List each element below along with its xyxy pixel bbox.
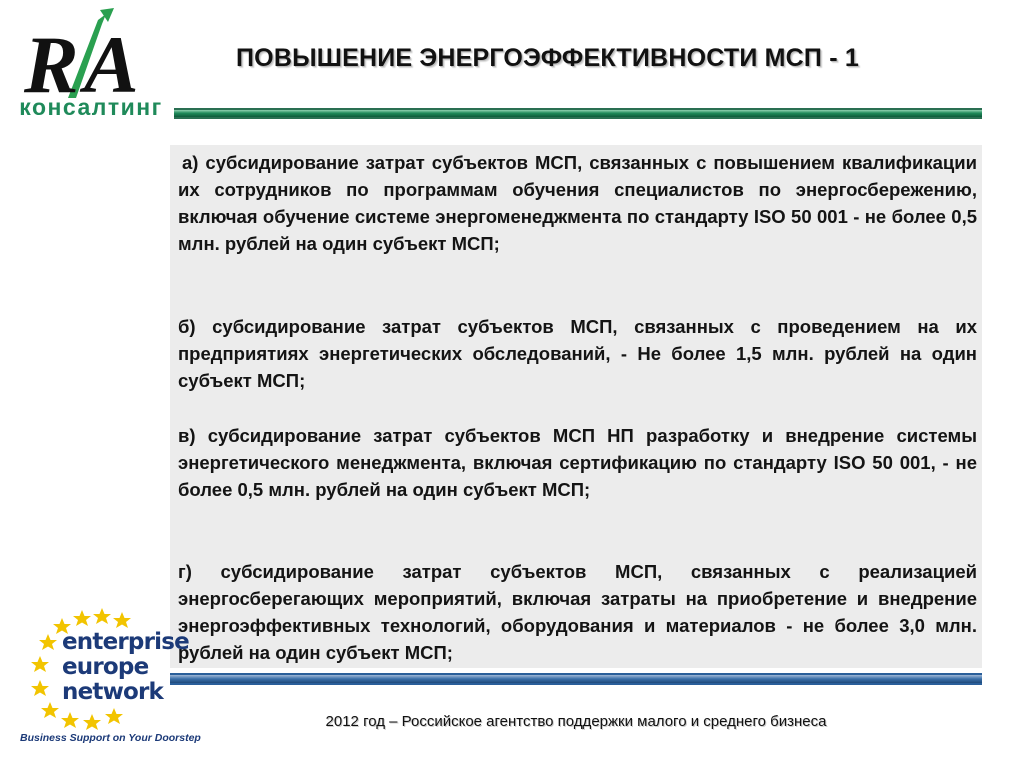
bottom-divider [170,673,982,685]
paragraph-a: а) субсидирование затрат субъектов МСП, связанных с повышением квалификации их сотрудников по программам обучения специалистов по энергосбережению, включая обучение системе энергоменеджмента по стандарту ISO 50 001 - не более 0,5 млн. рублей на один субъект МСП; [178,152,977,254]
ra-logo-letter-a: A [84,19,139,106]
ra-logo-letter-r: R [24,19,79,106]
een-tagline: Business Support on Your Doorstep [20,732,201,744]
page-title: ПОВЫШЕНИЕ ЭНЕРГОЭФФЕКТИВНОСТИ МСП - 1 [236,44,860,72]
paragraph-d: г) субсидирование затрат субъектов МСП, связанных с реализацией энергосберегающих мероприятий, включая затраты на приобретение и внедрение энергоэффективных технологий, оборудования и материалов - не более 3,0 млн. рублей на один субъект МСП; [178,561,977,663]
een-line-enterprise: enterprise [62,629,189,655]
een-logo-text [62,630,189,705]
een-line-europe: europe [62,654,149,680]
paragraph-b: б) субсидирование затрат субъектов МСП, связанных с проведением на их предприятиях энергетических обследований, - Не более 1,5 млн. рублей на один субъект МСП; [178,316,977,391]
ra-logo-mark [10,6,170,106]
een-line-network: network [62,679,164,705]
footer-text: 2012 год – Российское агентство поддержки малого и среднего бизнеса [325,713,827,730]
paragraph-c: в) субсидирование затрат субъектов МСП НП разработку и внедрение системы энергетического менеджмента, включая сертификацию по стандарту ISO 50 001, - не более 0,5 млн. рублей на один субъект МСП; [178,425,977,500]
top-divider [174,108,982,119]
ra-logo-subtitle: консалтинг [19,94,163,120]
